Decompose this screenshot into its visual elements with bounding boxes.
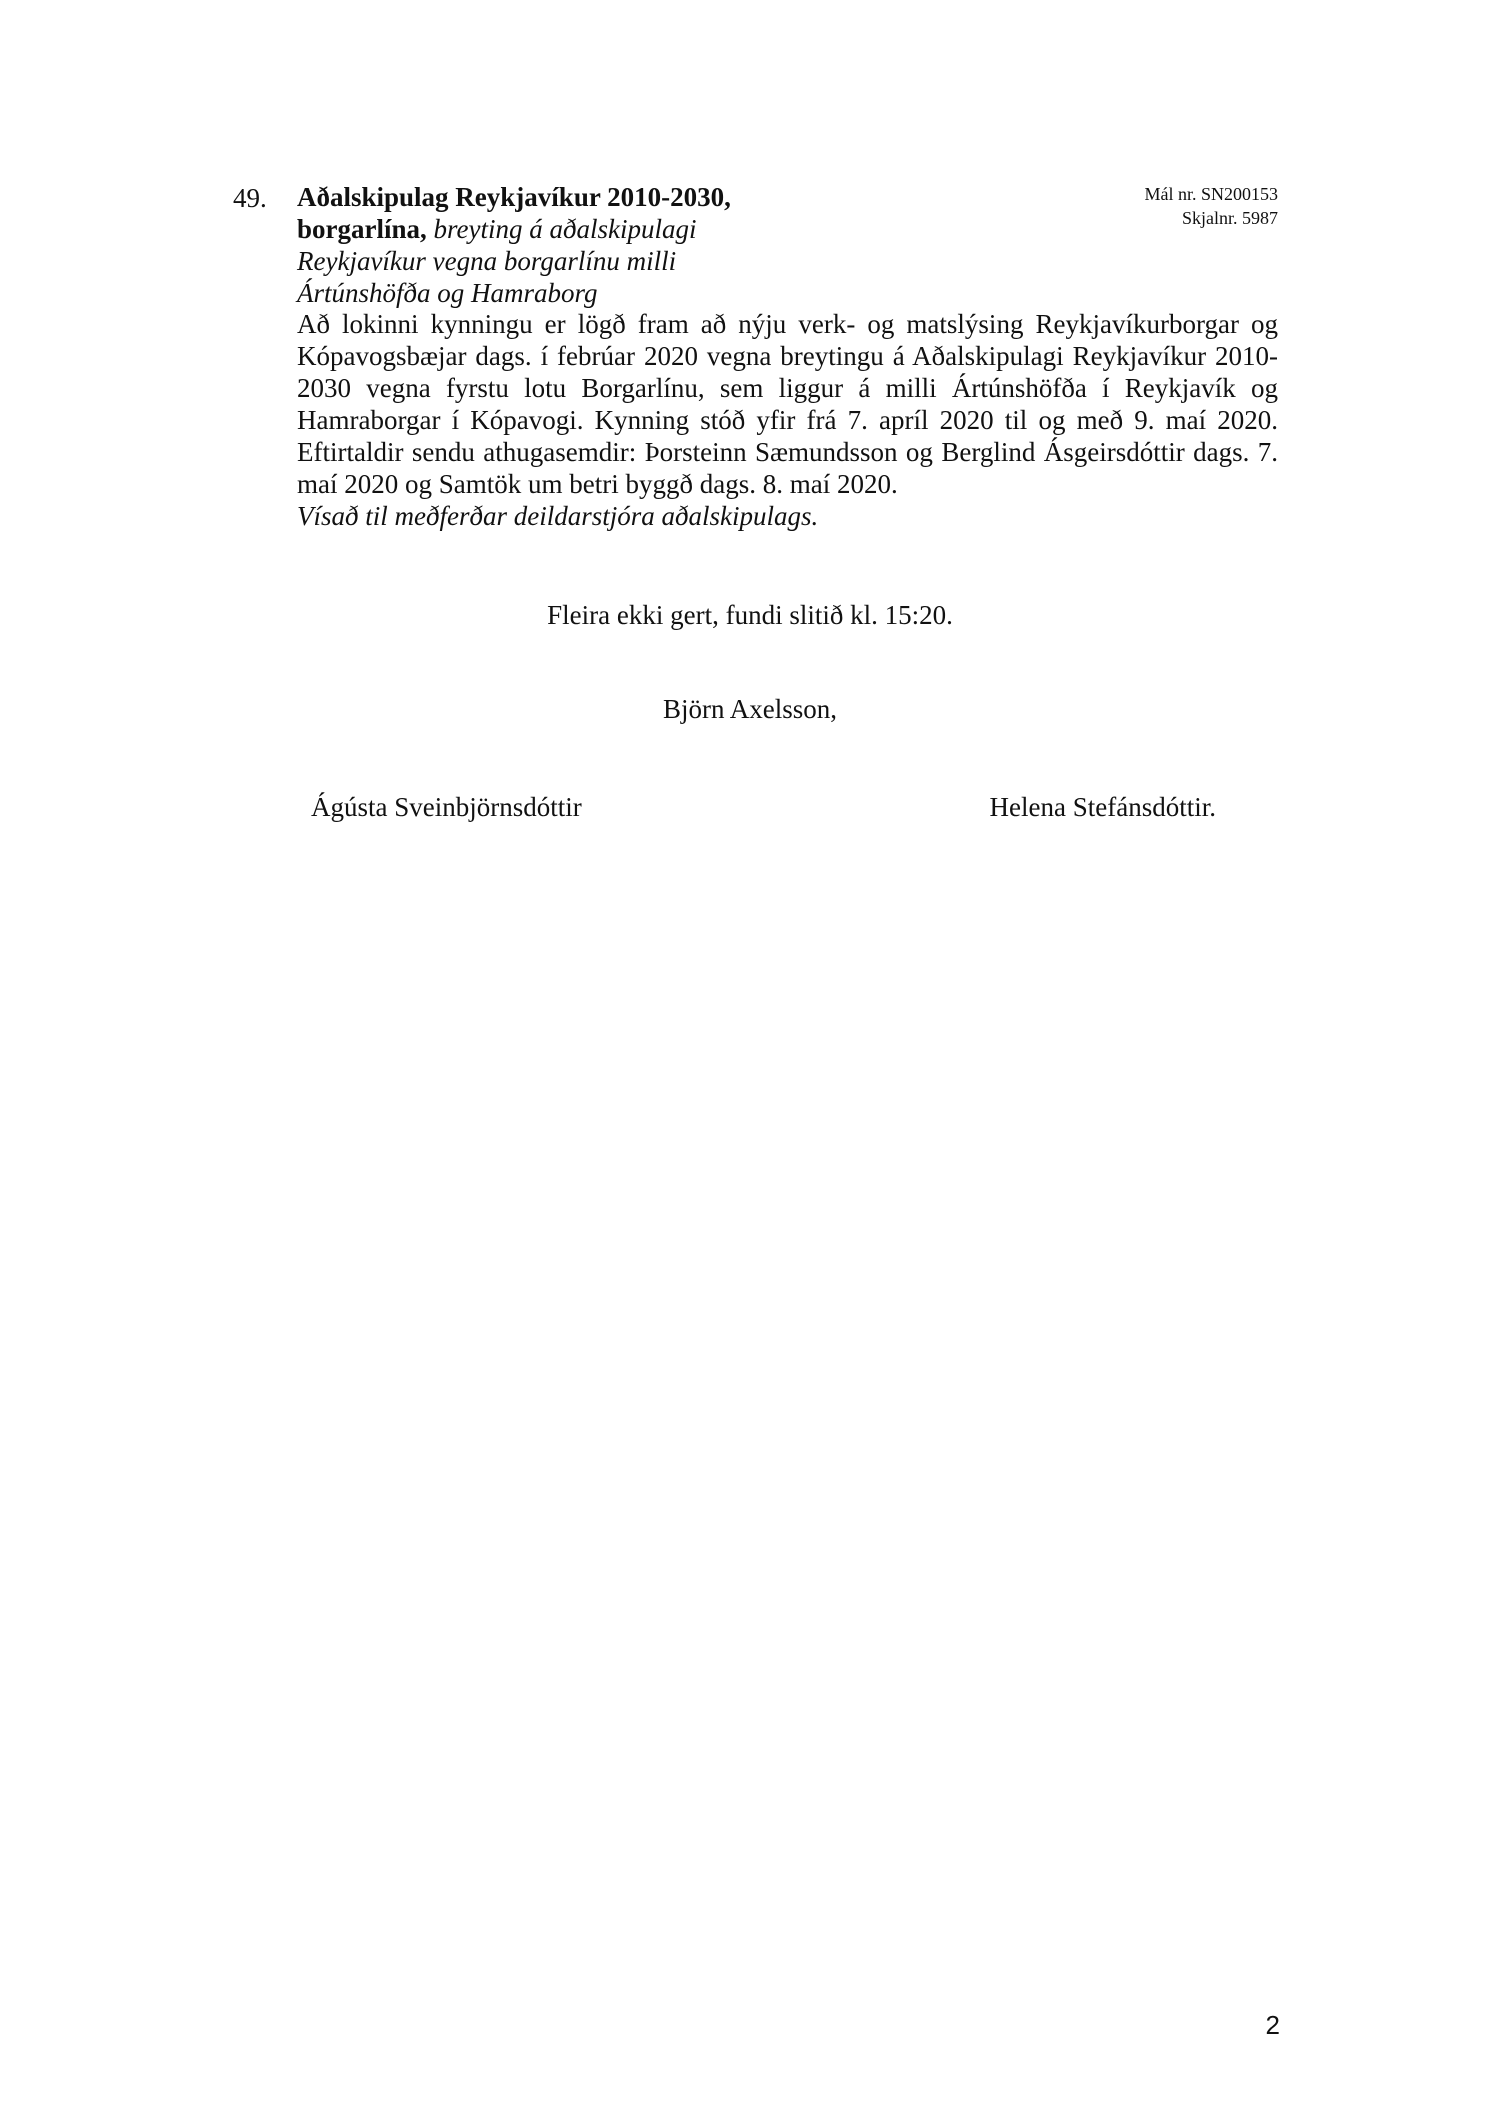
signature-right: Helena Stefánsdóttir. xyxy=(989,792,1216,822)
document-number: Skjalnr. 5987 xyxy=(1181,208,1278,228)
signature-chair: Björn Axelsson, xyxy=(662,694,837,724)
item-title xyxy=(297,181,857,213)
item-subtitle-italic-3: Ártúnshöfða og Hamraborg xyxy=(297,278,598,308)
item-subtitle-bold: borgarlína, xyxy=(297,214,427,244)
item-heading xyxy=(297,181,857,309)
signature-left: Ágústa Sveinbjörnsdóttir xyxy=(311,792,582,822)
item-subtitle-italic-2: Reykjavíkur vegna borgarlínu milli xyxy=(297,246,677,276)
item-subtitle-line-1 xyxy=(297,213,857,245)
case-reference xyxy=(1144,182,1278,230)
case-number: Mál nr. SN200153 xyxy=(1144,184,1278,204)
item-referral: Vísað til meðferðar deildarstjóra aðalskipulags. xyxy=(297,501,819,531)
page-number: 2 xyxy=(1265,2010,1280,2040)
item-subtitle-italic-1: breyting á aðalskipulagi xyxy=(426,214,697,244)
item-title-bold: Aðalskipulag Reykjavíkur 2010-2030, xyxy=(297,182,731,212)
item-number: 49. xyxy=(233,183,267,213)
item-body-text: Að lokinni kynningu er lögð fram að nýju verk- og matslýsing Reykjavíkurborgar og Kópavogsbæjar dags. í febrúar 2020 vegna breytingu á Aðalskipulagi Reykjavíkur 2010-2030 vegna fyrstu lotu Borgarlínu, sem liggur á milli Ártúnshöfða í Reykjavík og Hamraborgar í Kópavogi. Kynning stóð yfir frá 7. apríl 2020 til og með 9. maí 2020. Eftirtaldir sendu athugasemdir: Þorsteinn Sæmundsson og Berglind Ásgeirsdóttir dags. 7. maí 2020 og Samtök um betri byggð dags. 8. maí 2020. xyxy=(297,309,1278,499)
item-body xyxy=(297,308,1278,532)
meeting-closing: Fleira ekki gert, fundi slitið kl. 15:20. xyxy=(547,600,953,630)
